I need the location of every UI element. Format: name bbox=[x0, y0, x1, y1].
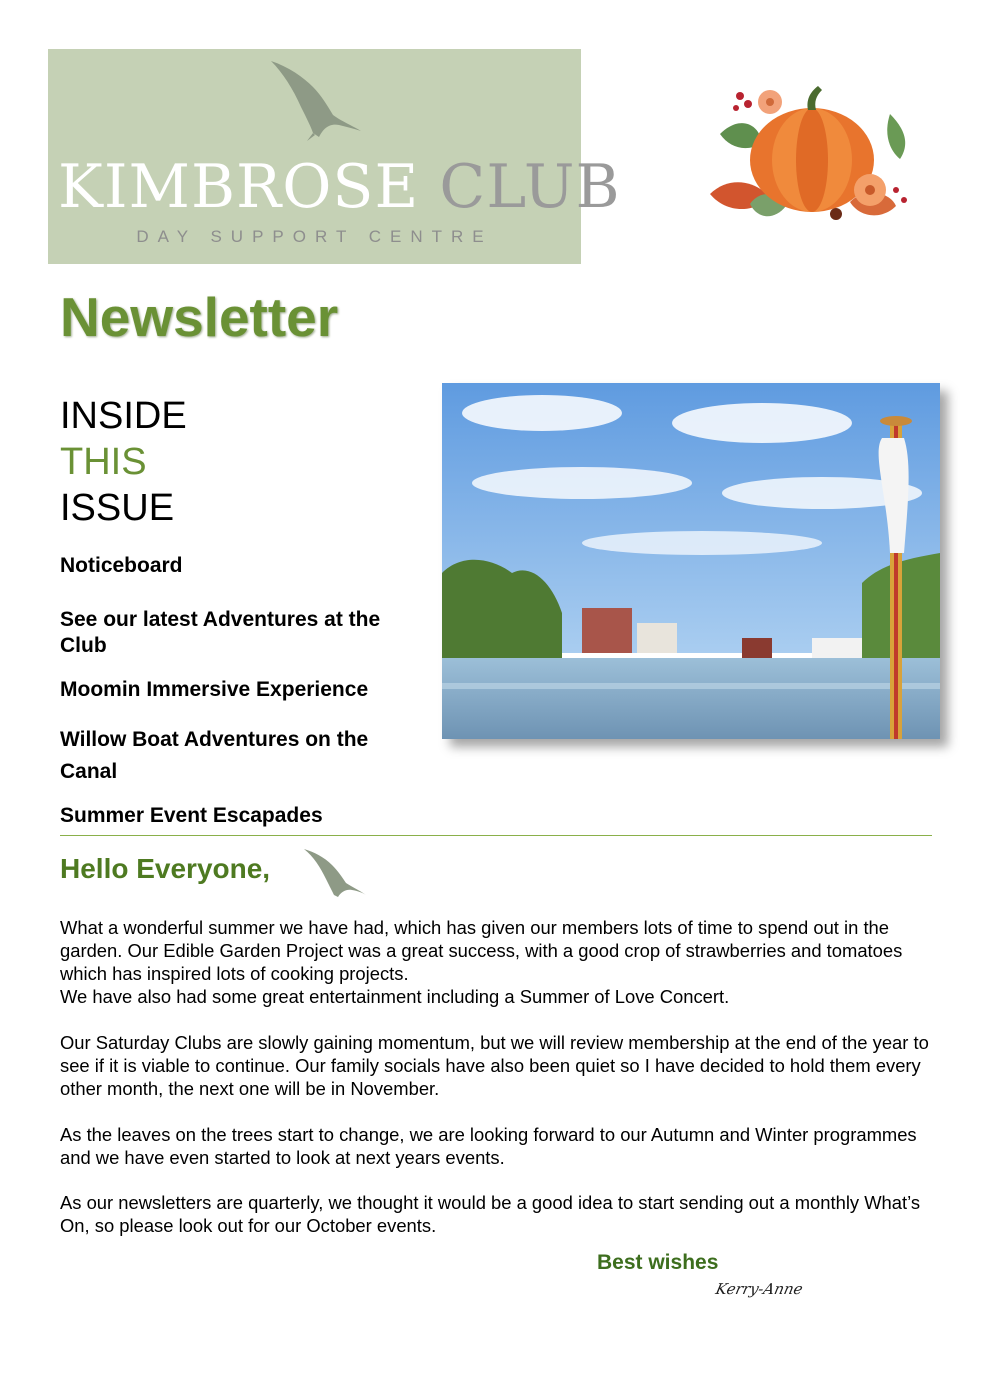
inside-heading-line1: INSIDE bbox=[60, 395, 187, 437]
toc-item: Summer Event Escapades bbox=[60, 804, 323, 827]
body-paragraph: What a wonderful summer we have had, which has given our members lots of time to spend out in the garden. Our Edible Garden Project was a great success, with a good crop of strawberries and tomatoes which has inspired lots of cooking projects. bbox=[60, 917, 903, 984]
toc-item: Noticeboard bbox=[60, 554, 183, 577]
swallow-bird-icon bbox=[300, 845, 368, 899]
toc-item: Willow Boat Adventures on the Canal bbox=[60, 728, 369, 783]
swallow-bird-icon bbox=[263, 55, 363, 141]
greeting-heading: Hello Everyone, bbox=[60, 853, 271, 884]
body-paragraph: Our Saturday Clubs are slowly gaining momentum, but we will review membership at the end of the year to see if it is viable to continue. Our family socials have also been quiet so I have decided to hold them every other month, the next one will be in November. bbox=[60, 1032, 929, 1099]
section-divider bbox=[60, 835, 932, 836]
inside-this-issue-heading bbox=[60, 393, 187, 531]
logo-name-part1: KIMBROSE bbox=[58, 152, 420, 222]
signature: Kerry-Anne bbox=[714, 1280, 805, 1298]
inside-heading-line3: ISSUE bbox=[60, 487, 175, 529]
body-paragraph: We have also had some great entertainment including a Summer of Love Concert. bbox=[60, 986, 730, 1007]
autumn-pumpkin-illustration bbox=[700, 74, 920, 236]
toc-item: Moomin Immersive Experience bbox=[60, 678, 369, 701]
body-paragraph: As the leaves on the trees start to change, we are looking forward to our Autumn and Winter programmes and we have even started to look at next years events. bbox=[60, 1124, 917, 1168]
inside-heading-line2: THIS bbox=[60, 441, 147, 483]
logo-subtitle: DAY SUPPORT CENTRE bbox=[136, 227, 493, 246]
newsletter-title: Newsletter bbox=[60, 286, 339, 348]
logo-name-part2: CLUB bbox=[439, 152, 621, 222]
logo-wordmark bbox=[58, 152, 621, 222]
signoff: Best wishes bbox=[597, 1251, 719, 1274]
canal-boats-photo bbox=[442, 383, 940, 739]
club-logo bbox=[48, 49, 621, 264]
body-paragraph: As our newsletters are quarterly, we thought it would be a good idea to start sending out a monthly What’s On, so please look out for our October events. bbox=[60, 1192, 921, 1236]
toc-item: See our latest Adventures at the Club bbox=[60, 608, 381, 657]
